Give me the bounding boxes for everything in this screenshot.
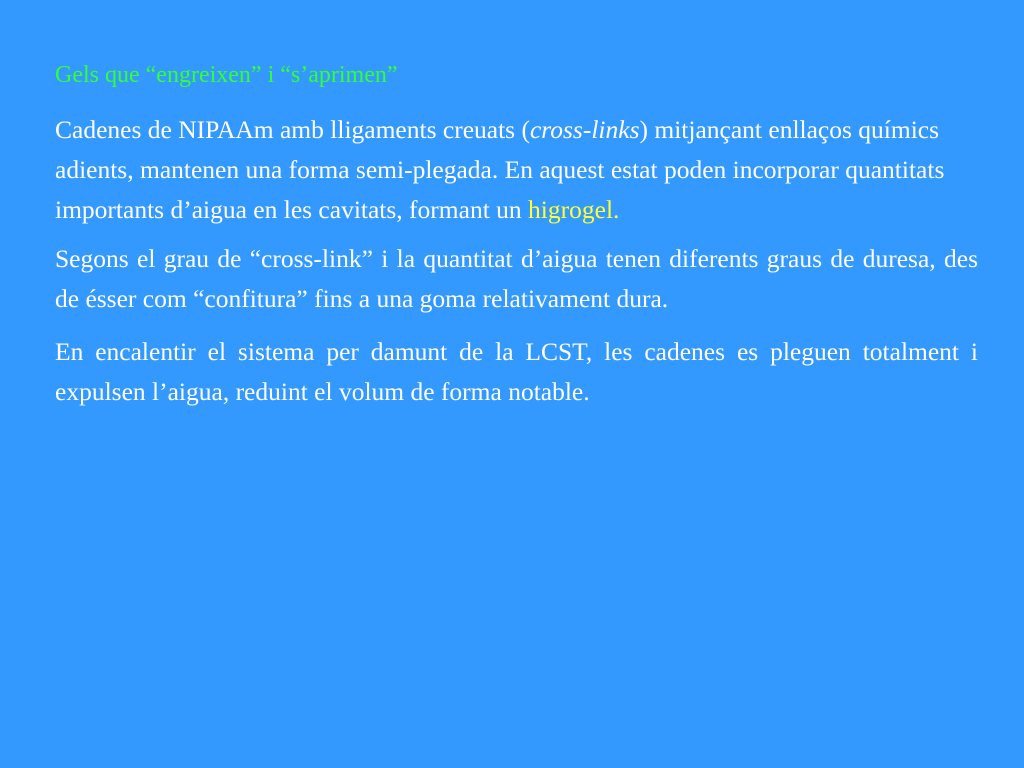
paragraph-lcst: En encalentir el sistema per damunt de la LCST, les cadenes es pleguen totalment i expulsen l’aigua, reduint el volum de forma notable. — [55, 337, 978, 406]
paragraph-1-text-a: Cadenes de NIPAAm amb lligaments creuats ( — [55, 115, 530, 144]
cross-links-term: cross-links — [529, 115, 640, 144]
paragraph-cross-links — [55, 110, 978, 230]
paragraph-1-text-b: ) mitjançant enllaços químics adients, mantenen una forma semi-plegada. En aquest estat poden incorporar quantitats importants d’aigua en les cavitats, formant un — [55, 115, 945, 224]
paragraph-hardness: Segons el grau de “cross-link” i la quantitat d’aigua tenen diferents graus de duresa, des de ésser com “confitura” fins a una goma relativament dura. — [55, 244, 978, 313]
slide-title: Gels que “engreixen” i “s’aprimen” — [55, 62, 398, 88]
higrogel-term: higrogel. — [528, 195, 620, 224]
